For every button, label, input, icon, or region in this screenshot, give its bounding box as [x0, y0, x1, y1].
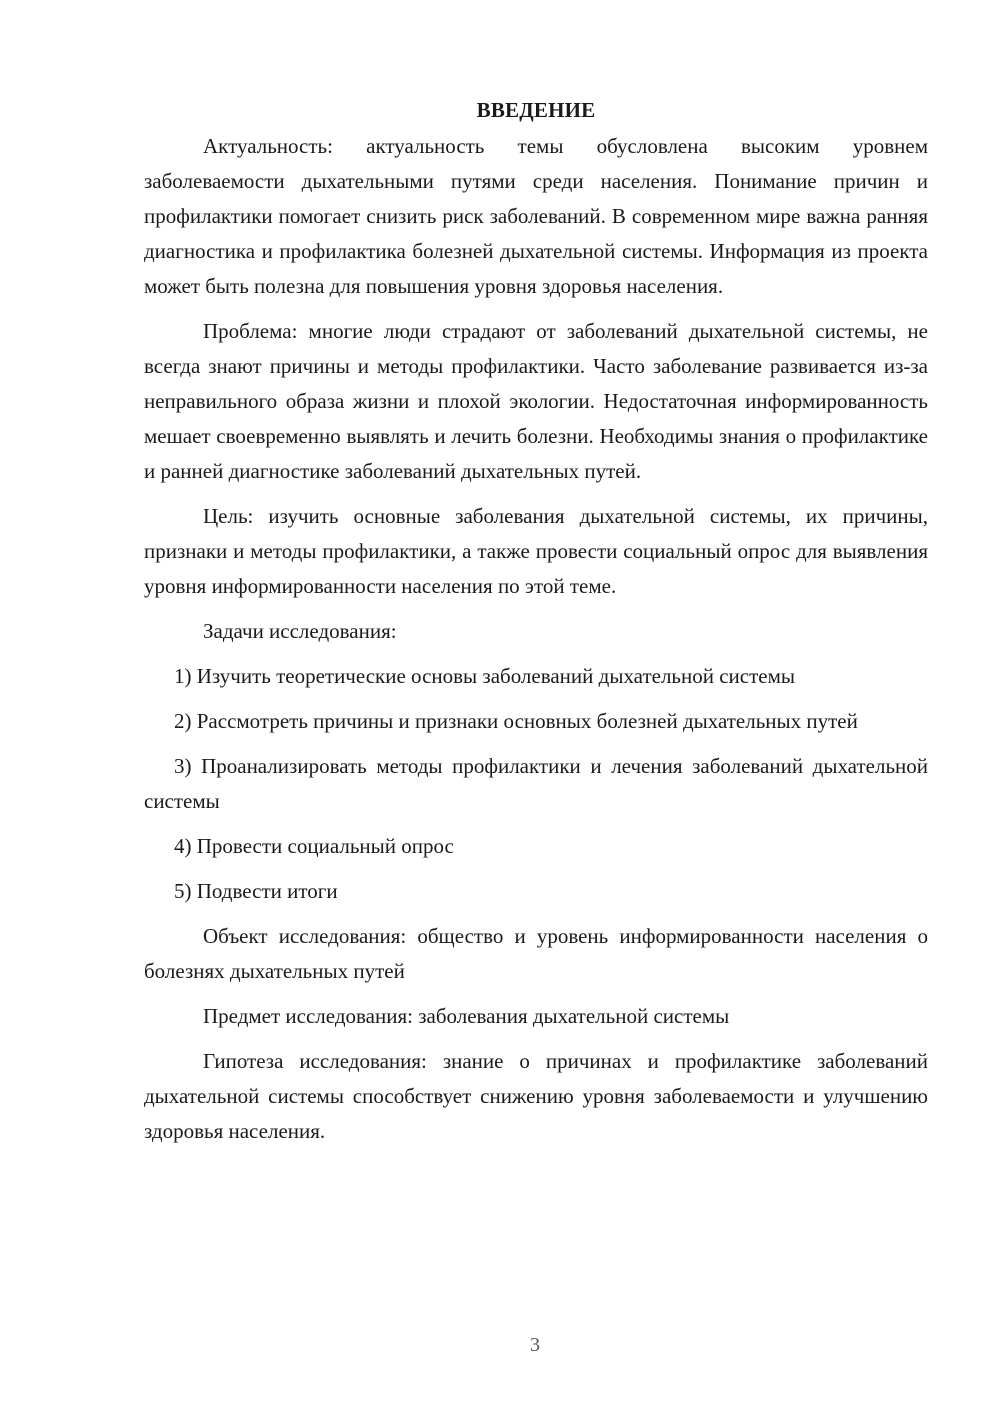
task-item-5: 5) Подвести итоги [174, 879, 338, 903]
page-number: 3 [530, 1334, 540, 1356]
task-item-3: 3) Проанализировать методы профилактики и лечения заболеваний дыхательной системы [144, 754, 928, 813]
page-content [144, 95, 928, 1159]
task-item-1: 1) Изучить теоретические основы заболеваний дыхательной системы [174, 664, 795, 688]
relevance-paragraph: Актуальность: актуальность темы обусловлена высоким уровнем заболеваемости дыхательными путями среди населения. Понимание причин и профилактики помогает снизить риск заболеваний. В современном мире важна ранняя диагностика и профилактика болезней дыхательной системы. Информация из проекта может быть полезна для повышения уровня здоровья населения. [144, 134, 928, 298]
task-item-4: 4) Провести социальный опрос [174, 834, 454, 858]
object-paragraph: Объект исследования: общество и уровень информированности населения о болезнях дыхательных путей [144, 924, 928, 983]
problem-paragraph: Проблема: многие люди страдают от заболеваний дыхательной системы, не всегда знают причины и методы профилактики. Часто заболевание развивается из-за неправильного образа жизни и плохой экологии. Недостаточная информированность мешает своевременно выявлять и лечить болезни. Необходимы знания о профилактике и ранней диагностике заболеваний дыхательных путей. [144, 319, 928, 483]
task-item-2: 2) Рассмотреть причины и признаки основных болезней дыхательных путей [174, 709, 858, 733]
tasks-heading: Задачи исследования: [203, 619, 397, 643]
goal-paragraph: Цель: изучить основные заболевания дыхательной системы, их причины, признаки и методы профилактики, а также провести социальный опрос для выявления уровня информированности населения по этой теме. [144, 504, 928, 598]
page-title: ВВЕДЕНИЕ [476, 98, 596, 122]
subject-paragraph: Предмет исследования: заболевания дыхательной системы [203, 1004, 730, 1028]
hypothesis-paragraph: Гипотеза исследования: знание о причинах и профилактике заболеваний дыхательной системы способствует снижению уровня заболеваемости и улучшению здоровья населения. [144, 1049, 928, 1143]
